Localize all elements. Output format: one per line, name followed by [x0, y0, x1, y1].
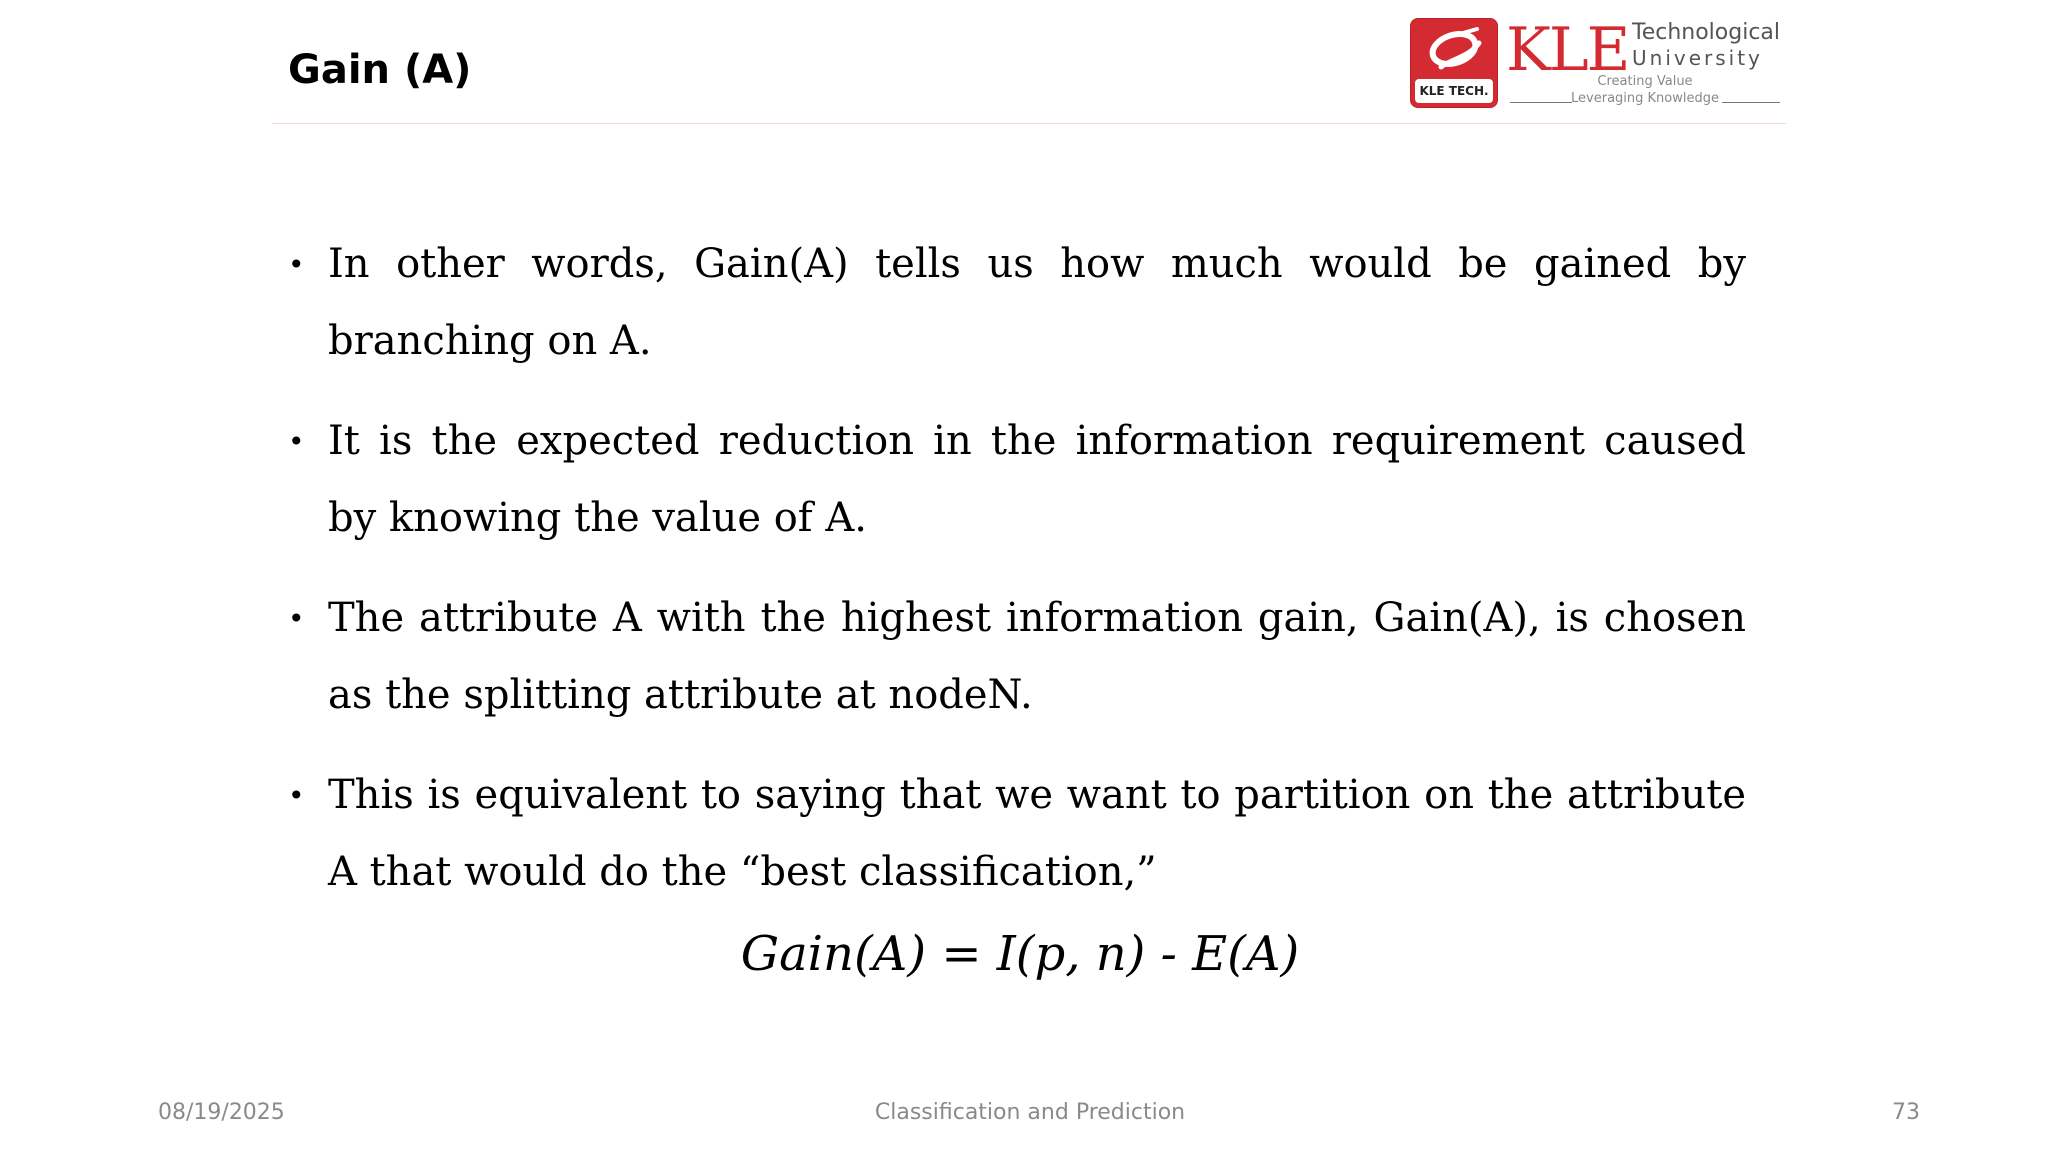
bullet-text: In other words, Gain(A) tells us how much would be gained by branching on A. [328, 241, 1746, 364]
footer-date: 08/19/2025 [158, 1100, 285, 1125]
logo-mark [1410, 18, 1498, 108]
gain-formula: Gain(A) = I(p, n) - E(A) [740, 926, 1300, 982]
logo-tagline-1: Creating Value [1597, 74, 1693, 89]
bullet-marker: • [288, 602, 305, 635]
title-divider [272, 123, 1786, 124]
logo-mark-label: KLE TECH. [1415, 79, 1493, 103]
logo-tagline-2: Leveraging Knowledge [1571, 91, 1719, 106]
bullet-item [288, 580, 1746, 734]
footer-title: Classification and Prediction [874, 1100, 1186, 1125]
logo-line2: University [1632, 46, 1763, 70]
bullet-marker: • [288, 779, 305, 812]
bullet-item [288, 226, 1746, 380]
bullet-text: It is the expected reduction in the information requirement caused by knowing the value of A. [328, 418, 1746, 541]
logo-swirl-icon [1411, 23, 1497, 77]
bullet-marker: • [288, 425, 305, 458]
slide-title: Gain (A) [288, 47, 472, 93]
bullet-item [288, 757, 1746, 911]
bullet-item [288, 403, 1746, 557]
bullet-list [288, 226, 1746, 934]
kle-tech-logo [1410, 16, 1780, 108]
bullet-marker: • [288, 248, 305, 281]
logo-name: KLE [1506, 15, 1629, 85]
bullet-text: This is equivalent to saying that we want to partition on the attribute A that would do the “best classification,” [328, 772, 1746, 895]
slide-number: 73 [1892, 1100, 1920, 1125]
logo-line1: Technological [1632, 20, 1781, 45]
bullet-text: The attribute A with the highest information gain, Gain(A), is chosen as the splitting attribute at nodeN. [328, 595, 1746, 718]
logo-divider-right [1722, 102, 1780, 103]
